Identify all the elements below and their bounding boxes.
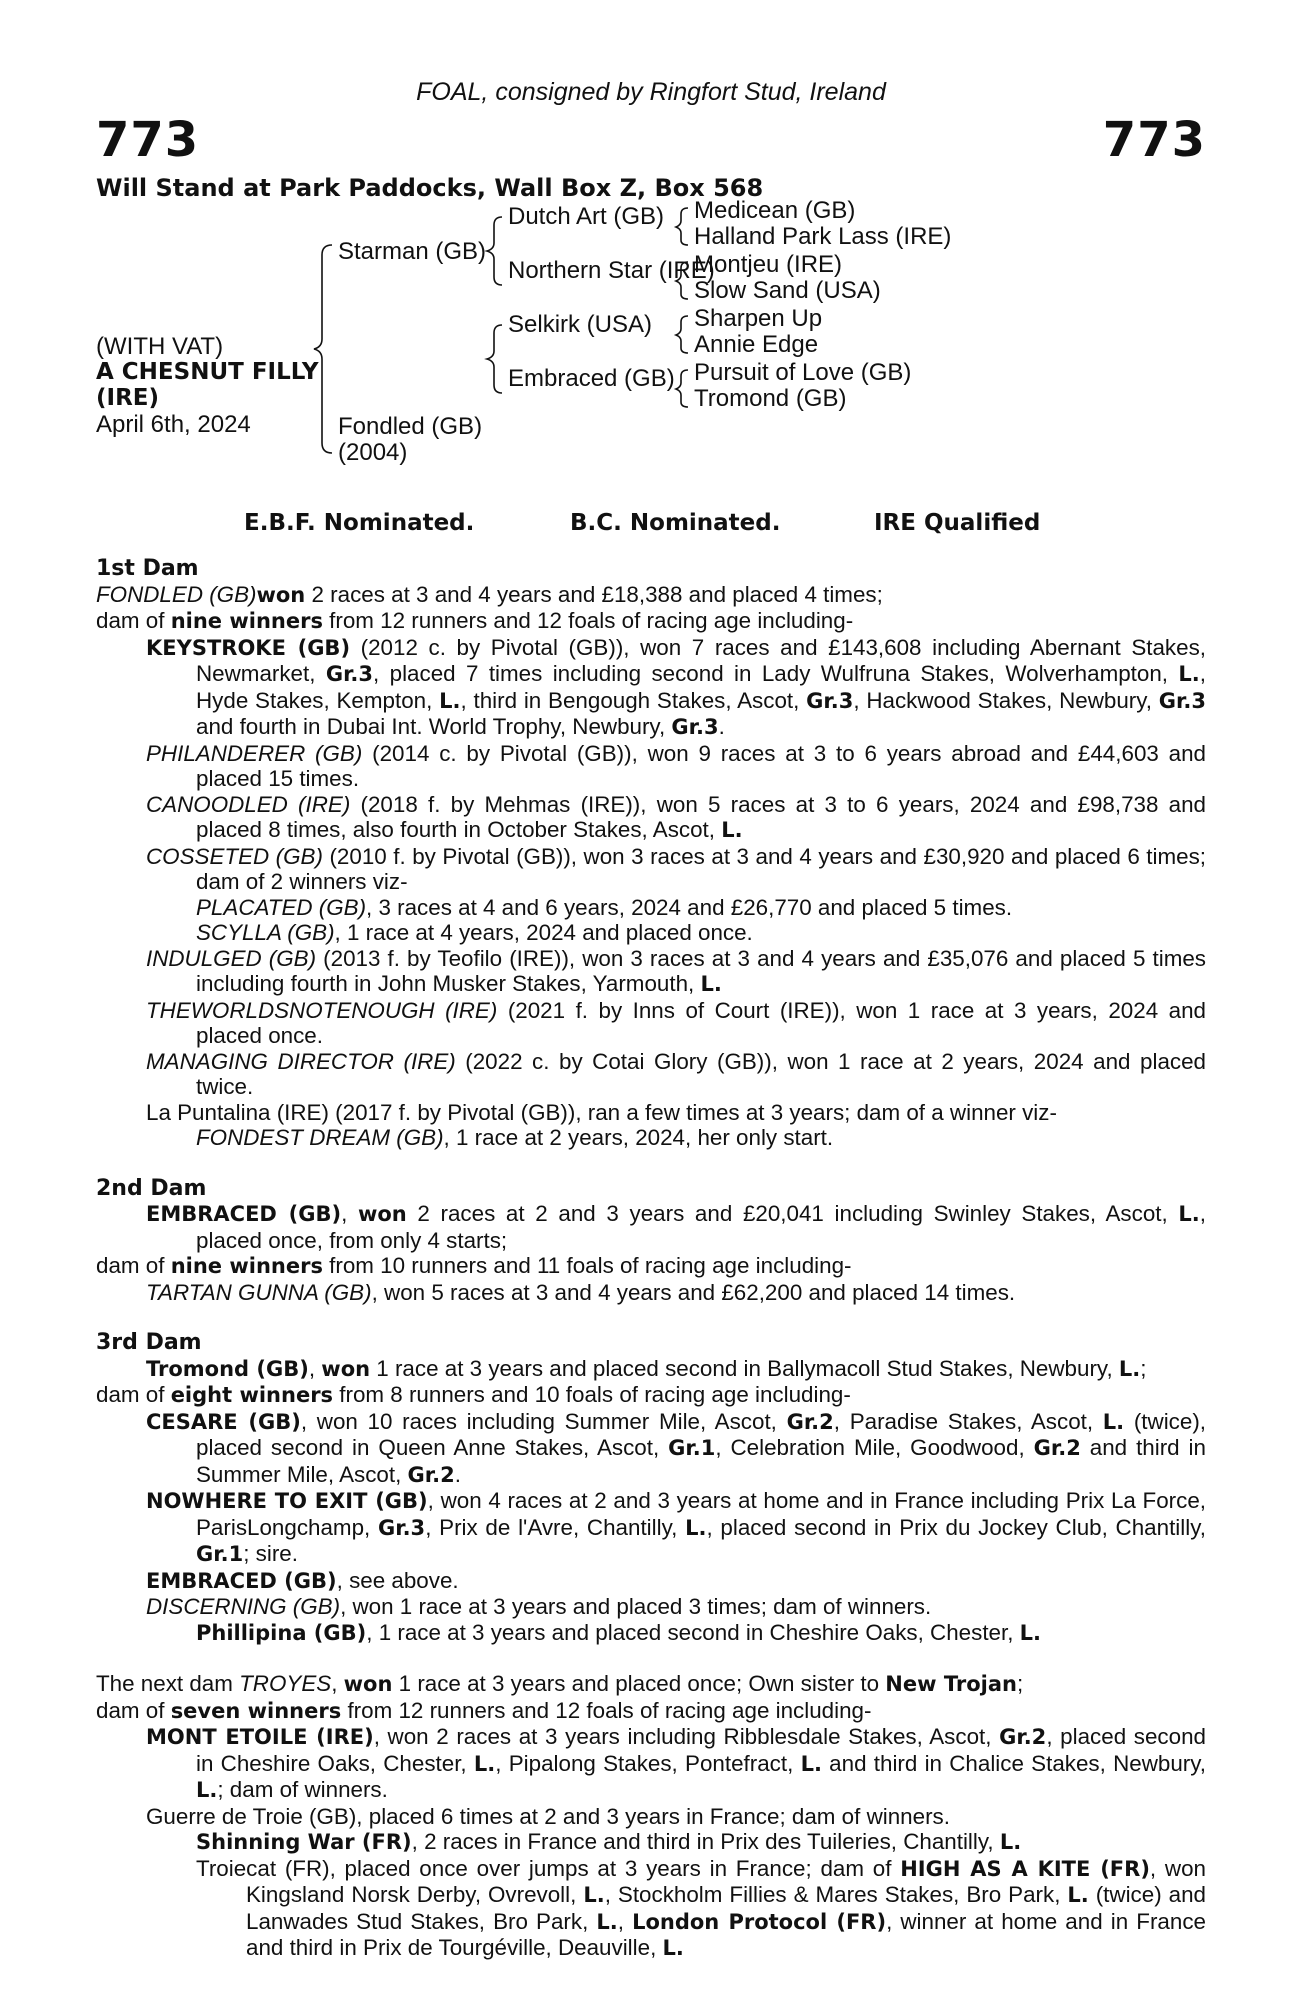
produce-fondest-dream <box>196 1125 1206 1151</box>
produce-theworldsnotenough <box>146 998 1206 1049</box>
produce-text: from 12 runners and 12 foals of racing age including- <box>322 608 854 633</box>
dss: Sharpen Up <box>694 305 823 332</box>
t: (2012 c. by Pivotal (GB)), won 7 races and £143,608 including Abernant Stakes, Newmarket, <box>196 634 1206 686</box>
t: , placed second in Prix du Jockey Club, Chantilly, <box>706 1514 1206 1540</box>
t: , Stockholm Fillies & Mares Stakes, Bro Park, <box>604 1882 1068 1907</box>
bc-nominated: B.C. Nominated. <box>570 510 781 536</box>
dam-year: (2004) <box>338 439 408 466</box>
produce-text: from 8 runners and 10 foals of racing age including- <box>333 1382 851 1407</box>
sds: Montjeu (IRE) <box>694 251 843 278</box>
t: ; sire. <box>243 1541 298 1566</box>
third-dam-record <box>146 1356 1206 1383</box>
t: , 2 races in France and third in Prix des Tuileries, Chantilly, <box>411 1829 1000 1854</box>
pedigree-table <box>96 197 1206 503</box>
t: , 1 race at 2 years, 2024, her only start. <box>443 1125 834 1150</box>
won-word: won <box>321 1356 371 1381</box>
dam-name: Tromond (GB) <box>146 1356 309 1381</box>
t: and third in Chalice Stakes, Newbury, <box>821 1750 1206 1776</box>
t: (2018 f. by Mehmas (IRE)), won 5 races at 3 to 6 years, 2024 and £98,738 and placed 8 times, also fourth in October Stakes, Ascot, <box>196 791 1206 842</box>
dam-name: TROYES <box>239 1671 332 1696</box>
t: and third in Summer Mile, Ascot, <box>196 1435 1206 1487</box>
produce-cesare <box>146 1409 1206 1489</box>
t: , placed 7 times including second in Lady Wulfruna Stakes, Wolverhampton, <box>373 661 1179 686</box>
sire: Starman (GB) <box>338 238 487 265</box>
produce-managing-director <box>146 1049 1206 1100</box>
horse-name: HIGH AS A KITE (FR) <box>900 1856 1150 1881</box>
t: , placed once, from only 4 starts; <box>196 1201 1206 1253</box>
horse-name: Phillipina (GB) <box>196 1620 367 1645</box>
t: , winner at home and in France and third in Prix de Tourgéville, Deauville, <box>246 1908 1206 1960</box>
t: , Prix de l'Avre, Chantilly, <box>425 1514 686 1540</box>
t: , won 4 races at 2 and 3 years at home and in France including Prix La Force, ParisLongchamp, <box>196 1488 1206 1540</box>
t: ; dam of winners. <box>217 1777 388 1802</box>
dam-dam: Embraced (GB) <box>508 365 675 392</box>
listed: L. <box>1178 662 1200 686</box>
horse-name: London Protocol (FR) <box>632 1909 887 1934</box>
t: . <box>718 714 725 739</box>
grade: Gr.3 <box>806 688 854 713</box>
t: , won 10 races including Summer Mile, Ascot, <box>300 1408 787 1434</box>
listed: L. <box>800 1751 822 1776</box>
listed: L. <box>1178 1202 1200 1226</box>
produce-nowhere-to-exit <box>146 1488 1206 1568</box>
ebf-nominated: E.B.F. Nominated. <box>244 510 475 536</box>
t: ; <box>1016 1671 1024 1696</box>
t: , third in Bengough Stakes, Ascot, <box>460 687 807 713</box>
horse-name: MONT ETOILE (IRE) <box>146 1725 374 1749</box>
grade: Gr.3 <box>325 662 374 686</box>
vat-note: (WITH VAT) <box>96 333 224 360</box>
grade: Gr.3 <box>1158 688 1206 713</box>
ssd: Halland Park Lass (IRE) <box>694 223 952 250</box>
stand-location: Will Stand at Park Paddocks, Wall Box Z, Box 568 <box>96 174 764 202</box>
dsd: Annie Edge <box>694 331 819 358</box>
second-dam-produce <box>96 1253 1206 1280</box>
t: (twice) and Lanwades Stud Stakes, Bro Park, <box>246 1882 1206 1934</box>
third-dam-produce <box>96 1382 1206 1409</box>
first-dam-produce <box>96 608 1206 635</box>
sdd: Slow Sand (USA) <box>694 277 881 304</box>
grade: Gr.1 <box>196 1542 244 1566</box>
grade: Gr.1 <box>668 1436 716 1460</box>
subject-name: A CHESNUT FILLY <box>96 359 319 385</box>
prefix: dam of <box>96 608 171 633</box>
dam-sire: Selkirk (USA) <box>508 311 653 338</box>
horse-name: MANAGING DIRECTOR (IRE) <box>146 1048 456 1074</box>
winners-count: eight winners <box>170 1383 334 1407</box>
catalogue-body <box>96 556 1206 1962</box>
second-dam-heading: 2nd Dam <box>96 1175 207 1201</box>
listed: L. <box>196 1778 218 1802</box>
listed: L. <box>1118 1356 1141 1381</box>
first-dam-heading: 1st Dam <box>96 556 199 581</box>
produce-keystroke <box>146 635 1206 741</box>
ddd: Tromond (GB) <box>694 385 847 412</box>
listed: L. <box>583 1883 605 1907</box>
produce-text: from 10 runners and 11 foals of racing age including- <box>322 1253 852 1278</box>
first-dam-record <box>96 582 1206 609</box>
listed: L. <box>685 1515 707 1540</box>
ire-qualified: IRE Qualified <box>874 510 1041 536</box>
t: 2 races at 2 and 3 years and £20,041 including Swinley Stakes, Ascot, <box>406 1201 1179 1226</box>
consignment-line: FOAL, consigned by Ringfort Stud, Ireland <box>416 78 886 106</box>
produce-placated <box>196 895 1206 921</box>
t: , won 5 races at 3 and 4 years and £62,200 and placed 14 times. <box>371 1279 1016 1305</box>
t: , 3 races at 4 and 6 years, 2024 and £26,770 and placed 5 times. <box>366 894 1013 920</box>
third-dam-heading: 3rd Dam <box>96 1330 202 1355</box>
t: , 1 race at 4 years, 2024 and placed once. <box>334 920 753 945</box>
sss: Medicean (GB) <box>694 197 856 224</box>
grade: Gr.3 <box>671 715 719 739</box>
t: , Paradise Stakes, Ascot, <box>833 1408 1103 1434</box>
t: (2014 c. by Pivotal (GB)), won 9 races at 3 to 6 years abroad and £44,603 and placed 15 times. <box>196 740 1206 791</box>
t: Troiecat (FR), placed once over jumps at 3 years in France; dam of <box>196 1855 901 1881</box>
listed: L. <box>596 1909 618 1934</box>
produce-indulged <box>146 946 1206 998</box>
produce-discerning <box>146 1594 1206 1620</box>
listed: L. <box>1102 1409 1125 1434</box>
t: , see above. <box>336 1567 459 1593</box>
horse-name: PLACATED (GB) <box>196 894 367 920</box>
grade: Gr.3 <box>377 1515 426 1540</box>
grade: Gr.2 <box>999 1725 1047 1749</box>
t: , Hyde Stakes, Kempton, <box>196 661 1206 713</box>
t: , Celebration Mile, Goodwood, <box>715 1435 1034 1460</box>
grade: Gr.2 <box>407 1462 455 1487</box>
produce-tartan-gunna <box>146 1280 1206 1306</box>
listed: L. <box>700 972 722 996</box>
horse-name: THEWORLDSNOTENOUGH (IRE) <box>146 997 498 1023</box>
t: The next dam <box>96 1671 240 1696</box>
listed: L. <box>662 1936 684 1960</box>
t: ; <box>1140 1355 1147 1381</box>
produce-la-puntalina: La Puntalina (IRE) (2017 f. by Pivotal (GB)), ran a few times at 3 years; dam of a winner viz- <box>146 1099 1057 1125</box>
won-word: won <box>256 582 306 607</box>
produce-mont-etoile <box>146 1724 1206 1804</box>
listed: L. <box>439 688 461 713</box>
horse-name: EMBRACED (GB) <box>146 1568 337 1593</box>
t: , won 1 race at 3 years and placed 3 times; dam of winners. <box>340 1594 932 1619</box>
t: , Hackwood Stakes, Newbury, <box>853 687 1159 713</box>
horse-name: SCYLLA (GB) <box>196 920 335 945</box>
grade: Gr.2 <box>786 1409 834 1434</box>
produce-philanderer <box>146 741 1206 792</box>
prefix: dam of <box>96 1253 171 1278</box>
listed: L. <box>473 1751 496 1776</box>
t: and fourth in Dubai Int. World Trophy, Newbury, <box>196 714 672 739</box>
subject-origin: (IRE) <box>96 385 160 411</box>
horse-name: NOWHERE TO EXIT (GB) <box>146 1489 428 1513</box>
won-word: won <box>343 1672 393 1696</box>
sire-sire: Dutch Art (GB) <box>508 203 665 230</box>
record-text: 2 races at 3 and 4 years and £18,388 and placed 4 times; <box>305 581 883 607</box>
produce-guerre-de-troie: Guerre de Troie (GB), placed 6 times at 2 and 3 years in France; dam of winners. <box>146 1803 950 1829</box>
t: , won 2 races at 3 years including Ribblesdale Stakes, Ascot, <box>373 1724 1000 1749</box>
horse-name: Shinning War (FR) <box>196 1830 412 1854</box>
listed: L. <box>1019 1620 1042 1645</box>
produce-shinning-war <box>196 1829 1206 1856</box>
dam-name: FONDLED (GB) <box>96 581 257 607</box>
t: (twice), placed second in Queen Anne Stakes, Ascot, <box>196 1408 1206 1460</box>
listed: L. <box>999 1830 1022 1854</box>
t: 1 race at 3 years and placed second in Ballymacoll Stud Stakes, Newbury, <box>370 1355 1119 1381</box>
t: , 1 race at 3 years and placed second in Cheshire Oaks, Chester, <box>366 1619 1020 1645</box>
produce-cosseted <box>146 844 1206 895</box>
second-dam-record <box>146 1201 1206 1253</box>
t: (2021 f. by Inns of Court (IRE)), won 1 race at 3 years, 2024 and placed once. <box>196 997 1206 1048</box>
next-dam-record <box>96 1671 1206 1698</box>
t: , <box>331 1671 344 1696</box>
t: . <box>454 1461 461 1487</box>
produce-scylla <box>196 920 1206 946</box>
lot-number-right: 773 <box>1102 112 1206 168</box>
t: (2022 c. by Cotai Glory (GB)), won 1 race at 2 years, 2024 and placed twice. <box>196 1048 1206 1099</box>
t: 1 race at 3 years and placed once; Own sister to <box>392 1671 886 1696</box>
listed: L. <box>721 818 743 842</box>
sister-name: New Trojan <box>885 1672 1017 1696</box>
produce-embraced <box>146 1568 1206 1595</box>
horse-name: DISCERNING (GB) <box>146 1594 341 1619</box>
grade: Gr.2 <box>1033 1436 1081 1460</box>
next-dam-produce <box>96 1698 1206 1725</box>
t: (2013 f. by Teofilo (IRE)), won 3 races at 3 and 4 years and £35,076 and placed 5 times including fourth in John Musker Stakes, Yarmouth, <box>196 945 1206 996</box>
t: (2010 f. by Pivotal (GB)), won 3 races at 3 and 4 years and £30,920 and placed 6 times; dam of 2 winners viz- <box>196 843 1207 894</box>
horse-name: KEYSTROKE (GB) <box>146 635 351 660</box>
produce-troiecat <box>196 1856 1206 1962</box>
t: , <box>617 1908 633 1934</box>
winners-count: seven winners <box>170 1698 342 1723</box>
t: , <box>341 1201 358 1226</box>
horse-name: CESARE (GB) <box>146 1409 301 1434</box>
horse-name: INDULGED (GB) <box>146 945 317 971</box>
prefix: dam of <box>96 1382 171 1407</box>
t: , won Kingsland Norsk Derby, Ovrevoll, <box>246 1855 1206 1907</box>
dam-name: EMBRACED (GB) <box>146 1202 342 1226</box>
lot-number-left: 773 <box>96 112 200 168</box>
winners-count: nine winners <box>170 1254 323 1278</box>
produce-phillipina <box>196 1620 1206 1647</box>
horse-name: COSSETED (GB) <box>146 843 323 869</box>
t: , placed second in Cheshire Oaks, Chester, <box>196 1724 1206 1776</box>
t: , Pipalong Stakes, Pontefract, <box>495 1750 801 1776</box>
horse-name: FONDEST DREAM (GB) <box>196 1125 444 1150</box>
horse-name: TARTAN GUNNA (GB) <box>146 1279 372 1305</box>
horse-name: CANOODLED (IRE) <box>146 791 351 817</box>
prefix: dam of <box>96 1697 171 1723</box>
won-word: won <box>357 1202 407 1226</box>
winners-count: nine winners <box>170 609 323 633</box>
sire-dam: Northern Star (IRE) <box>508 257 715 284</box>
horse-name: PHILANDERER (GB) <box>146 740 363 766</box>
t: , <box>308 1355 322 1381</box>
listed: L. <box>1067 1883 1089 1907</box>
pedigree-brackets <box>96 203 1206 503</box>
produce-canoodled <box>146 792 1206 844</box>
subject-dob: April 6th, 2024 <box>96 411 251 438</box>
dam: Fondled (GB) <box>338 413 483 440</box>
dds: Pursuit of Love (GB) <box>694 359 912 386</box>
produce-text: from 12 runners and 12 foals of racing age including- <box>341 1697 872 1723</box>
